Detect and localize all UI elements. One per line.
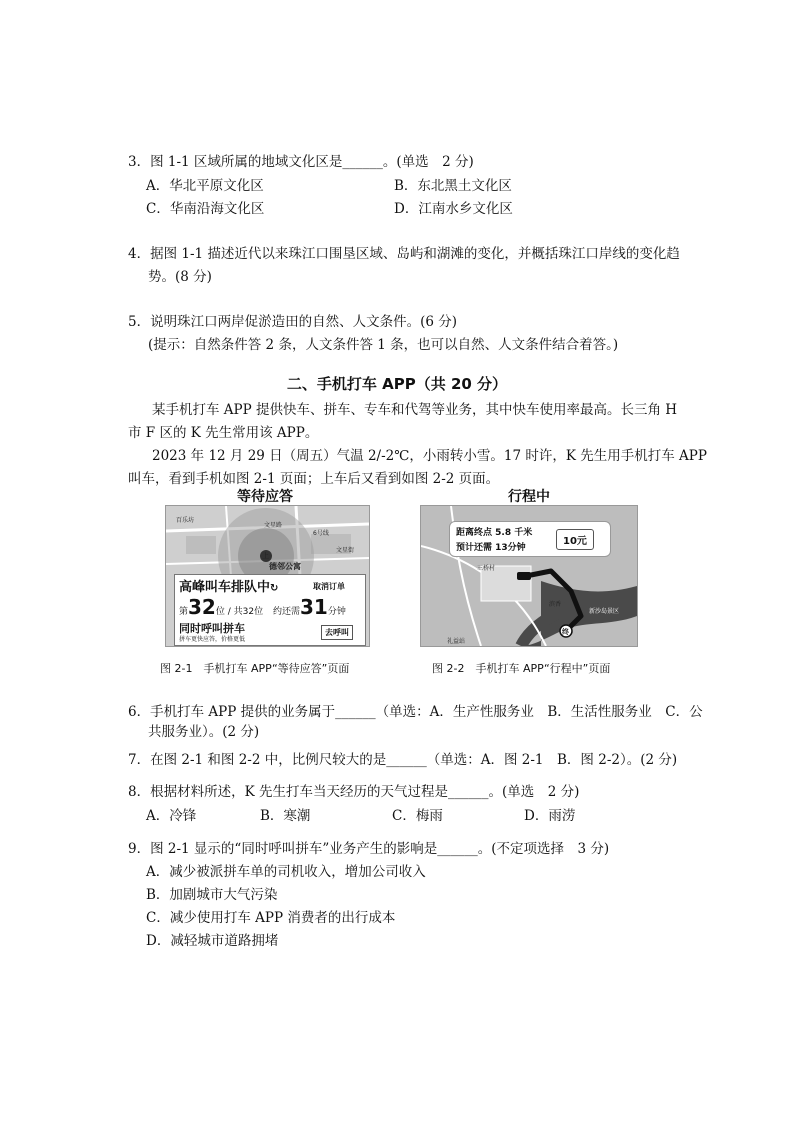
- q8-option-c: C．梅雨: [392, 808, 443, 824]
- section-2-title: 二、手机打车 APP（共 20 分）: [286, 375, 508, 393]
- q3-option-b: B．东北黑土文化区: [394, 178, 512, 194]
- fig1-map-label-6: 德邻公寓: [269, 562, 301, 571]
- fig1-map-label-1: 百乐坊: [176, 517, 195, 524]
- wait-prefix: 约还需: [273, 607, 301, 617]
- carpool-sublabel: 拼车更快应答，价格更低: [179, 636, 246, 643]
- fare-badge: 10元: [556, 529, 594, 550]
- q3-option-d: D．江南水乡文化区: [394, 201, 513, 217]
- wait-number: 31: [300, 595, 328, 619]
- fig2-map-label-2: 滨香: [549, 601, 562, 608]
- fig2-map-label-1: 三桥村: [477, 565, 496, 572]
- refresh-icon: ↻: [270, 583, 279, 594]
- question-4-line1: 4．据图 1-1 描述近代以来珠江口围垦区域、岛屿和湖滩的变化，并概括珠江口岸线的变化趋: [128, 246, 680, 262]
- wait-time: [273, 595, 346, 619]
- queue-banner-text: 高峰叫车排队中: [179, 580, 271, 595]
- question-6-line2: 共服务业）。(2 分): [148, 724, 260, 740]
- cancel-order-button[interactable]: 取消订单: [313, 582, 345, 591]
- destination-marker: 终: [562, 628, 569, 636]
- q9-option-d: D．减轻城市道路拥堵: [146, 933, 279, 949]
- q3-option-c: C．华南沿海文化区: [146, 201, 265, 217]
- fig1-map-label-3: 6号线: [313, 530, 329, 537]
- call-carpool-button[interactable]: 去呼叫: [321, 625, 353, 640]
- fig1-map-label-5: 上: [262, 552, 269, 560]
- q8-option-b: B．寒潮: [260, 808, 311, 824]
- fig1-map-label-4: 文星街: [336, 547, 355, 554]
- intro-p1-line2: 市 F 区的 K 先生常用该 APP。: [128, 425, 319, 441]
- q9-option-c: C．减少使用打车 APP 消费者的出行成本: [146, 910, 396, 926]
- queue-suffix: 位 / 共32位: [215, 607, 264, 617]
- fig2-map-label-4: 礼益站: [447, 638, 466, 645]
- q3-option-a: A．华北平原文化区: [146, 178, 264, 194]
- question-5-hint: (提示：自然条件答 2 条，人文条件答 1 条，也可以自然、人文条件结合着答。): [148, 337, 619, 353]
- fig2-map-label-3: 新沙岛景区: [589, 608, 620, 615]
- queue-prefix: 第: [179, 607, 189, 617]
- trip-info-card: [449, 521, 611, 557]
- q9-option-a: A．减少被派拼车单的司机收入，增加公司收入: [146, 864, 426, 880]
- intro-p2-line2: 叫车，看到手机如图 2-1 页面；上车后又看到如图 2-2 页面。: [128, 471, 500, 487]
- fig1-title: 等待应答: [237, 489, 293, 505]
- queue-position: [179, 595, 263, 619]
- queue-panel: [174, 574, 366, 646]
- fig2-caption: 图 2-2 手机打车 APP“行程中”页面: [432, 662, 611, 675]
- queue-banner: [179, 576, 278, 595]
- question-9-stem: 9．图 2-1 显示的“同时呼叫拼车”业务产生的影响是______。(不定项选择 3 分): [128, 841, 610, 857]
- carpool-label: 同时呼叫拼车: [179, 622, 245, 635]
- q8-option-a: A．冷锋: [146, 808, 197, 824]
- wait-suffix: 分钟: [327, 607, 346, 617]
- q9-option-b: B．加剧城市大气污染: [146, 887, 278, 903]
- question-6-line1: 6．手机打车 APP 提供的业务属于______（单选：A．生产性服务业 B．生活性服务业 C．公: [128, 704, 703, 720]
- q8-option-d: D．雨涝: [524, 808, 576, 824]
- distance-remaining: 距离终点 5.8 千米: [456, 528, 533, 538]
- intro-p2-line1: 2023 年 12 月 29 日（周五）气温 2/-2℃，小雨转小雪。17 时许，K 先生用手机打车 APP: [152, 448, 707, 464]
- question-4-line2: 势。(8 分): [148, 269, 212, 285]
- question-7-stem: 7．在图 2-1 和图 2-2 中，比例尺较大的是______（单选：A．图 2-1 B．图 2-2）。(2 分): [128, 752, 678, 768]
- question-3-stem: 3．图 1-1 区域所属的地域文化区是______。(单选 2 分): [128, 154, 474, 170]
- question-8-stem: 8．根据材料所述，K 先生打车当天经历的天气过程是______。(单选 2 分): [128, 784, 580, 800]
- queue-number: 32: [188, 595, 216, 619]
- fig2-screenshot: [420, 505, 638, 647]
- time-remaining: 预计还需 13分钟: [456, 543, 526, 553]
- question-5-line1: 5．说明珠江口两岸促淤造田的自然、人文条件。(6 分): [128, 314, 458, 330]
- intro-p1-line1: 某手机打车 APP 提供快车、拼车、专车和代驾等业务，其中快车使用率最高。长三角 H: [152, 402, 678, 418]
- fig1-screenshot: [165, 505, 370, 647]
- fig1-map-label-2: 文星路: [264, 522, 283, 529]
- fig1-caption: 图 2-1 手机打车 APP“等待应答”页面: [160, 662, 350, 675]
- fig2-title: 行程中: [508, 489, 550, 505]
